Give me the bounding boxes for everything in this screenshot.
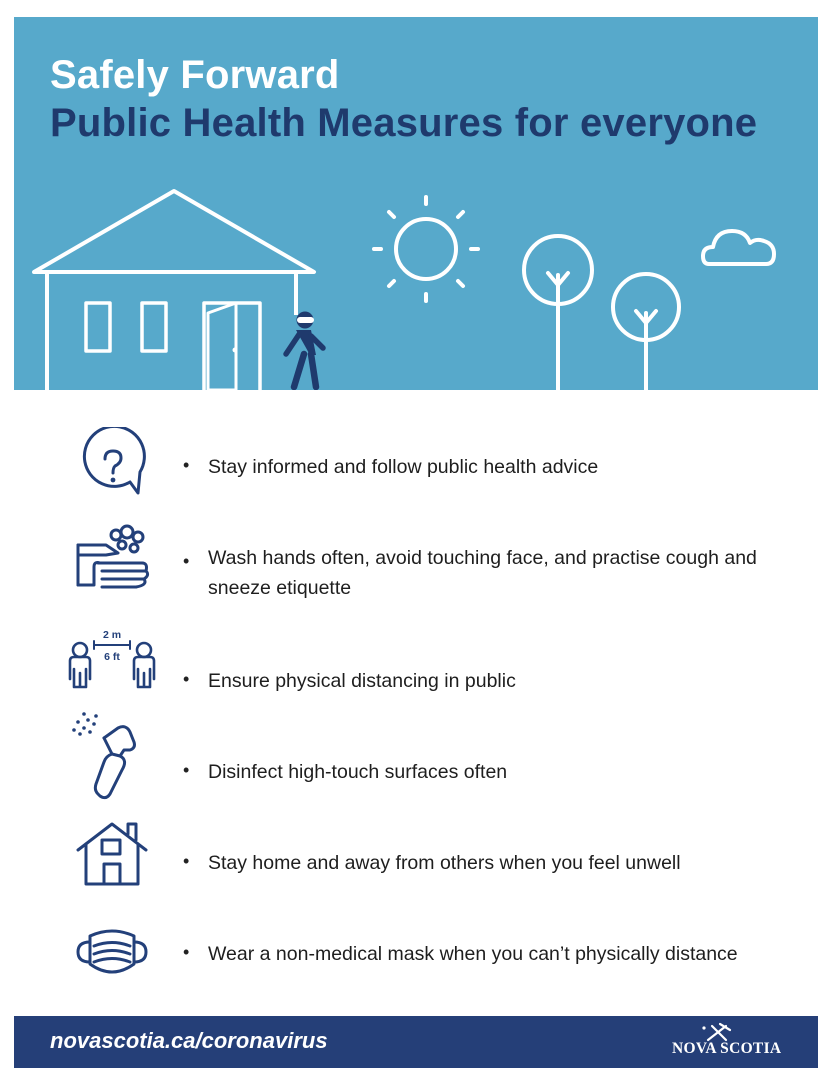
house-icon	[72, 818, 152, 890]
face-mask-icon	[72, 924, 152, 984]
measure-text: Disinfect high-touch surfaces often	[208, 761, 508, 783]
distance-imperial-label: 6 ft	[104, 651, 120, 663]
bullet: •	[183, 851, 190, 871]
bullet: •	[183, 551, 190, 571]
bullet: •	[183, 455, 190, 475]
title-line-1: Safely Forward	[50, 53, 340, 97]
bullet: •	[183, 760, 190, 780]
nova-scotia-logo-text: NOVA SCOTIA	[672, 1040, 782, 1057]
measure-text: Wear a non-medical mask when you can’t physically distance	[208, 943, 738, 965]
bullet: •	[183, 942, 190, 962]
hand-washing-icon	[72, 523, 152, 599]
distance-metric-label: 2 m	[102, 629, 122, 641]
physical-distancing-icon	[64, 625, 160, 691]
website-link[interactable]: novascotia.ca/coronavirus	[50, 1028, 328, 1053]
question-bubble-icon	[72, 427, 152, 507]
measure-text: Stay home and away from others when you feel unwell	[208, 852, 681, 874]
measure-text: Ensure physical distancing in public	[208, 670, 516, 692]
title-line-2: Public Health Measures for everyone	[50, 101, 758, 145]
measure-text: Stay informed and follow public health advice	[208, 456, 599, 478]
footer-bar	[14, 1016, 818, 1068]
spray-bottle-icon	[64, 710, 144, 802]
measure-text: Wash hands often, avoid touching face, and practise cough and sneeze etiquette	[208, 547, 757, 599]
bullet: •	[183, 669, 190, 689]
